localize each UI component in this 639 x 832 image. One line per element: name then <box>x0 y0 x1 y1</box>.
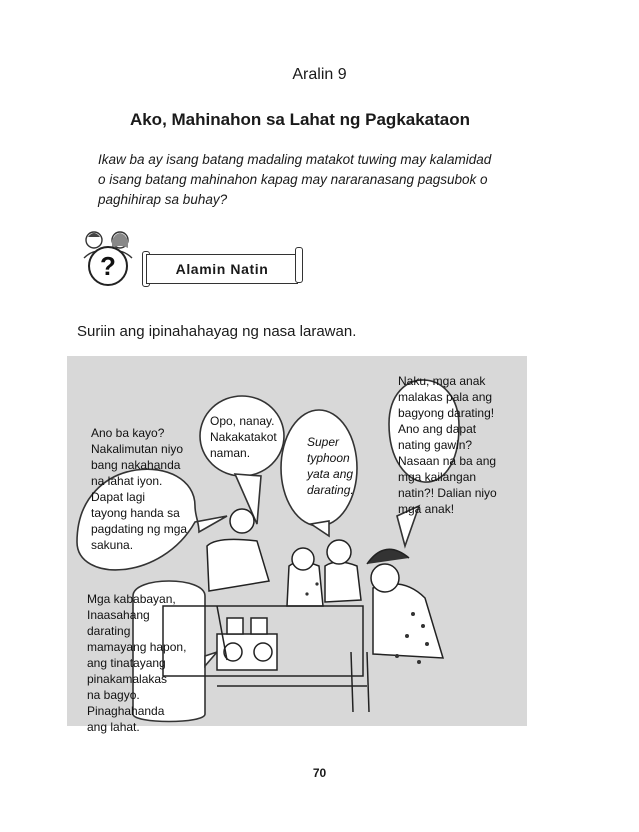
bubble-line: na lahat iyon. <box>91 474 163 488</box>
page-number: 70 <box>312 766 327 780</box>
mother-speech-bubble <box>91 425 187 553</box>
alamin-natin-banner <box>76 228 306 290</box>
bubble-line: Nakakatakot <box>210 430 277 444</box>
intro-line: paghihirap sa buhay? <box>98 192 228 207</box>
bubble-line: Opo, nanay. <box>210 414 275 428</box>
bubble-line: Naku, mga anak <box>398 374 486 388</box>
bubble-line: Pinaghahanda <box>87 704 165 718</box>
radio-speech-bubble <box>87 591 186 735</box>
bubble-line: ang tinatayang <box>87 656 166 670</box>
bubble-line: mga kailangan <box>398 470 477 484</box>
bubble-line: Inaasahang <box>87 608 150 622</box>
intro-line: Ikaw ba ay isang batang madaling matakot tuwing may kalamidad <box>98 152 492 167</box>
bubble-line: pinakamalakas <box>87 672 168 686</box>
bubble-line: sakuna. <box>91 538 134 552</box>
bubble-line: bagyong darating! <box>398 406 495 420</box>
typhoon-speech-bubble <box>307 434 354 498</box>
bubble-line: typhoon <box>307 451 350 465</box>
bubble-line: ang lahat. <box>87 720 140 734</box>
bubble-line: Dapat lagi <box>91 490 146 504</box>
svg-text:?: ? <box>100 251 116 281</box>
bubble-line: mga anak! <box>398 502 455 516</box>
bubble-line: na bagyo. <box>87 688 140 702</box>
intro-line: o isang batang mahinahon kapag may nararanasang pagsubok o <box>98 172 488 187</box>
banner-label: Alamin Natin <box>146 254 298 284</box>
family-illustration <box>67 356 527 734</box>
question-mark-icon <box>76 228 140 290</box>
bubble-line: yata ang <box>307 467 354 481</box>
children-speech-bubble <box>210 413 277 461</box>
bubble-line: bang nakahanda <box>91 458 181 472</box>
lesson-title: Ako, Mahinahon sa Lahat ng Pagkakataon <box>129 110 471 129</box>
bubble-line: Nakalimutan niyo <box>91 442 184 456</box>
bubble-line: mamayang hapon, <box>87 640 187 654</box>
bubble-line: darating. <box>307 483 354 497</box>
bubble-line: Super <box>307 435 340 449</box>
bubble-line: natin?! Dalian niyo <box>398 486 497 500</box>
bubble-line: malakas pala ang <box>398 390 493 404</box>
bubble-line: naman. <box>210 446 251 460</box>
intro-paragraph <box>98 150 518 210</box>
scroll-curl-right <box>295 247 303 283</box>
lesson-number: Aralin 9 <box>292 66 347 83</box>
bubble-line: tayong handa sa <box>91 506 180 520</box>
bubble-line: darating <box>87 624 131 638</box>
bubble-line: Ano ba kayo? <box>91 426 165 440</box>
girl-speech-bubble <box>398 373 497 517</box>
bubble-line: pagdating ng mga <box>91 522 188 536</box>
bubble-line: Mga kababayan, <box>87 592 176 606</box>
bubble-line: nating gawin? <box>398 438 473 452</box>
bubble-line: Nasaan na ba ang <box>398 454 497 468</box>
instruction-text: Suriin ang ipinahahayag ng nasa larawan. <box>77 323 357 340</box>
bubble-line: Ano ang dapat <box>398 422 477 436</box>
